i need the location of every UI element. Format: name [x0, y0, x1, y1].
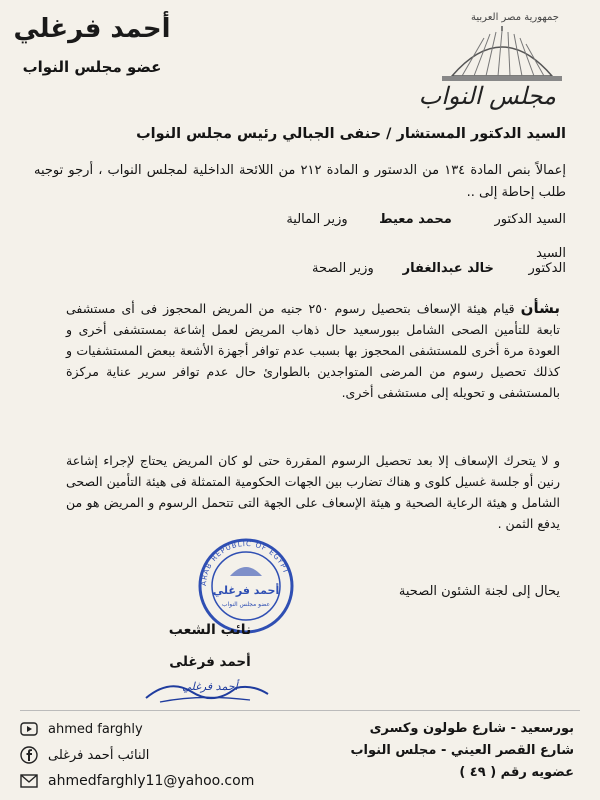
youtube-icon — [20, 720, 38, 738]
subject-lead: بشأن — [520, 299, 560, 317]
signature-handwriting: أحمد فرغلي — [182, 680, 238, 693]
recipient-title: السيد الدكتور — [494, 212, 566, 227]
facebook-handle: النائب أحمد فرغلى — [48, 747, 150, 763]
recipient-role: وزير الصحة — [312, 261, 374, 276]
subject-text: قيام هيئة الإسعاف بتحصيل رسوم ٢٥٠ جنيه من المريض المحجوز فى أى مستشفى تابعة للتأمين الصحى الشامل ببورسعيد حال ذهاب المريض لعمل إشاعة بمستشفى أخرى و العودة مرة أخرى للمستشفى المحجوز بها بسبب عدم توافر أجهزة الأشعة ببعض المستشفيات و كذلك تحصيل رسوم من المرضى المتواجدين بالطوارئ حال عدم توافر سرير عناية مركزة بالمستشفى و تحويله إلى مستشفى أخرى. — [66, 301, 560, 400]
footer-address — [334, 718, 574, 784]
recipient-title: السيد الدكتور — [528, 246, 566, 276]
youtube-contact[interactable] — [20, 716, 280, 742]
handwritten-signature — [140, 672, 280, 706]
facebook-contact[interactable] — [20, 742, 280, 768]
email-address: ahmedfarghly11@yahoo.com — [48, 773, 255, 789]
footer-contacts — [20, 716, 280, 794]
stamp-name: أحمد فرغلي — [212, 584, 280, 597]
intro-paragraph: إعمالاً بنص المادة ١٣٤ من الدستور و المادة ٢١٢ من اللائحة الداخلية لمجلس النواب ، أرجو توجيه طلب إحاطة إلى .. — [34, 163, 566, 200]
recipient-row — [46, 212, 566, 227]
recipient-name: خالد عبدالغفار — [402, 261, 494, 276]
address-line-1: بورسعيد - شارع طولون وكسرى — [369, 721, 574, 736]
parliament-emblem — [414, 4, 584, 124]
email-icon — [20, 772, 38, 790]
stamp-ring-text: ARAB REPUBLIC OF EGYPT — [199, 539, 291, 587]
sender-name: أحمد فرغلي — [13, 14, 171, 44]
second-paragraph: و لا يتحرك الإسعاف إلا بعد تحصيل الرسوم المقررة حتى لو كان المريض يحتاج لإجراء إشاعة رنين أو جلسة غسيل كلوى و هناك تضارب بين الجهات الحكومية المتمثلة فى هيئة التأمين الصحى الشامل و هيئة الرعاية الصحية و هيئة الإسعاف على الجهة التى تتحمل الرسوم و المريض هو من يدفع الثمن . — [66, 453, 560, 531]
recipient-role: وزير المالية — [286, 212, 348, 227]
sender-title: عضو مجلس النواب — [22, 58, 162, 76]
emblem-top-text: جمهورية مصر العربية — [471, 12, 559, 23]
signature-name: أحمد فرغلى — [169, 654, 251, 670]
recipient-row — [46, 246, 566, 276]
membership-number: عضويه رقم ( ٤٩ ) — [459, 765, 574, 780]
addressee: السيد الدكتور المستشار / حنفى الجبالي رئيس مجلس النواب — [136, 126, 566, 142]
email-contact[interactable] — [20, 768, 280, 794]
emblem-name: مجلس النواب — [418, 82, 556, 110]
subject-paragraph — [66, 298, 560, 403]
recipient-name: محمد معيط — [379, 212, 452, 227]
youtube-handle: ahmed farghly — [48, 721, 143, 737]
footer-divider — [20, 710, 580, 711]
stamp-sub: عضو مجلس النواب — [221, 601, 271, 608]
signature-title: نائب الشعب — [168, 622, 252, 638]
address-line-2: شارع القصر العيني - مجلس النواب — [350, 743, 574, 758]
facebook-icon — [20, 746, 38, 764]
referral-line: يحال إلى لجنة الشئون الصحية — [398, 584, 560, 599]
dome-icon — [432, 26, 572, 84]
